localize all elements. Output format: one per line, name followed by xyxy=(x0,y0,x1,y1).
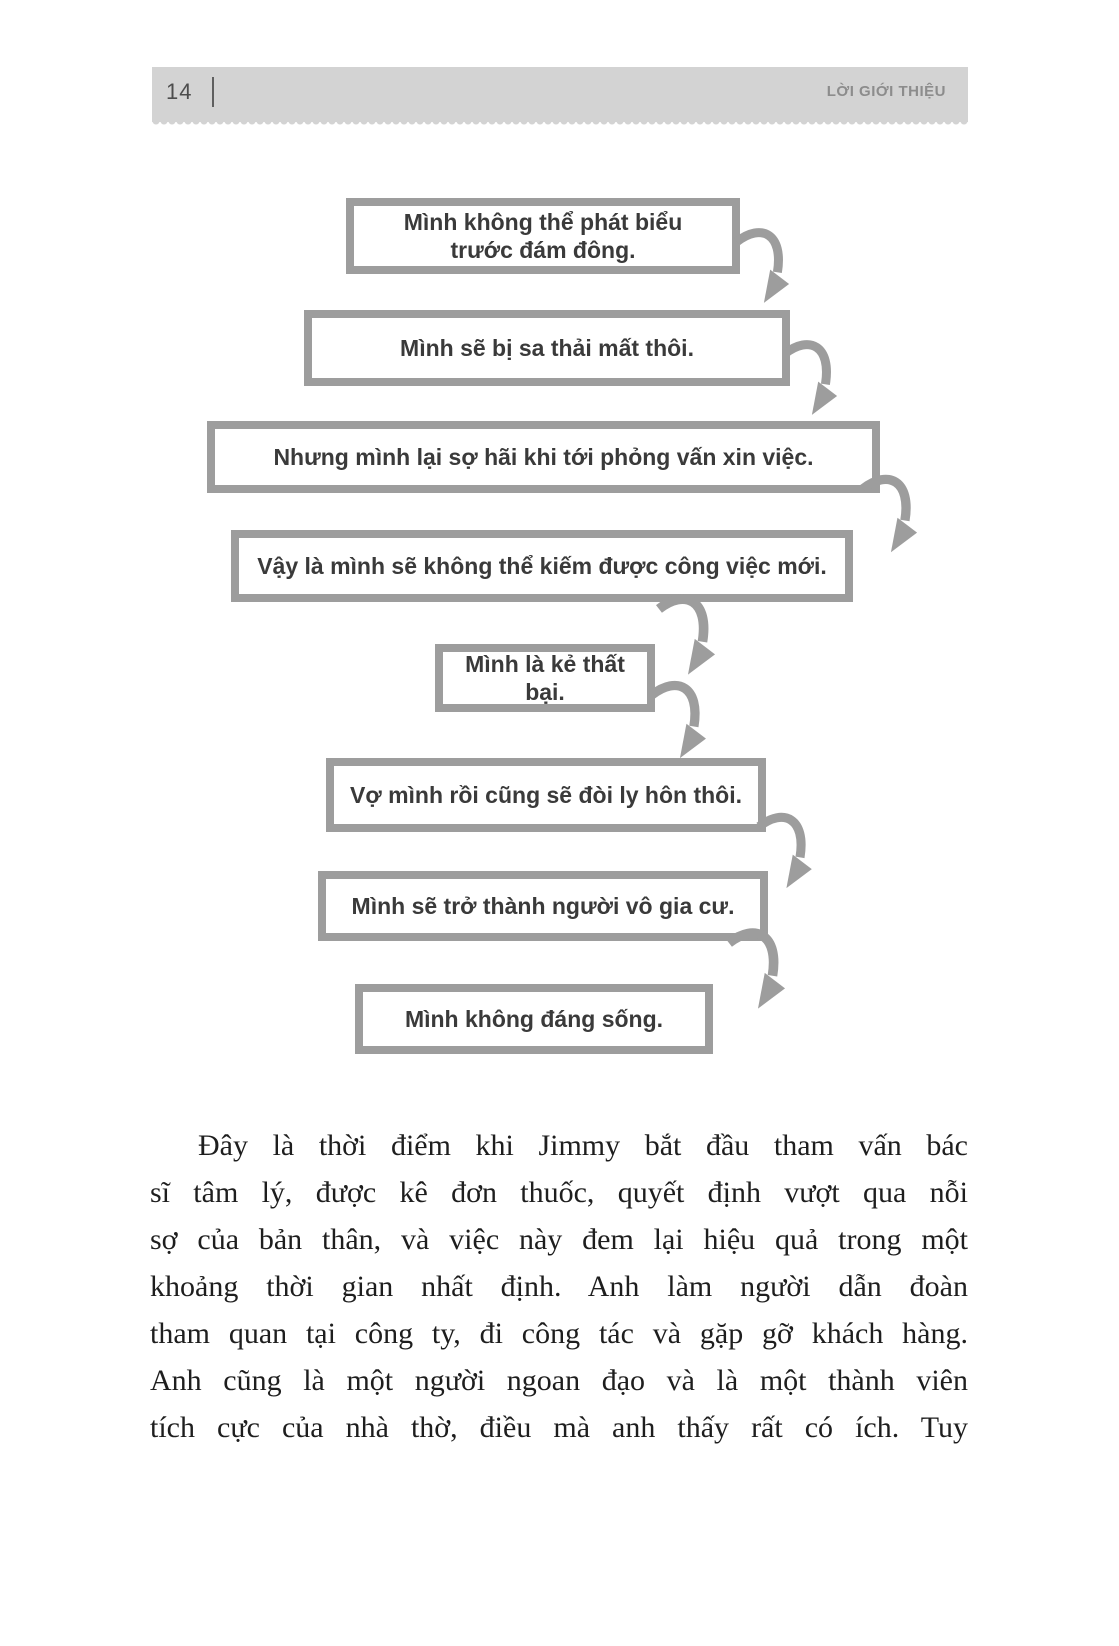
header-divider xyxy=(212,77,214,107)
curved-arrow-icon xyxy=(658,592,716,678)
paragraph-line: tích cực của nhà thờ, điều mà anh thấy rất có ích. Tuy xyxy=(150,1411,968,1444)
thought-box-2 xyxy=(304,310,790,386)
thought-box-3 xyxy=(207,421,880,493)
curved-arrow-icon xyxy=(862,472,918,556)
paragraph-line: tham quan tại công ty, đi công tác và gặp gỡ khách hàng. xyxy=(150,1317,968,1350)
curved-arrow-icon xyxy=(736,224,790,308)
thought-box-text: Mình sẽ trở thành người vô gia cư. xyxy=(351,893,735,919)
curved-arrow-icon xyxy=(728,926,786,1012)
thought-box-text: Mình không thể phát biểu trước đám đông. xyxy=(403,209,683,263)
thought-box-8 xyxy=(355,984,713,1054)
thought-box-text: Vậy là mình sẽ không thể kiếm được công việc mới. xyxy=(257,553,827,579)
thought-box-4 xyxy=(231,530,853,602)
thought-box-text: Mình là kẻ thất bại. xyxy=(465,651,625,705)
paragraph-line: sợ của bản thân, và việc này đem lại hiệu quả trong một xyxy=(150,1223,968,1256)
page-number-group xyxy=(166,77,214,107)
paragraph-line: khoảng thời gian nhất định. Anh làm người dẫn đoàn xyxy=(150,1270,968,1303)
curved-arrow-icon xyxy=(650,680,708,760)
thought-box-text: Vợ mình rồi cũng sẽ đòi ly hôn thôi. xyxy=(349,782,743,808)
curved-arrow-icon xyxy=(784,336,838,420)
thought-box-5 xyxy=(435,644,655,712)
curved-arrow-icon xyxy=(758,812,813,890)
thought-box-7 xyxy=(318,871,768,941)
thought-box-text: Mình không đáng sống. xyxy=(404,1006,664,1032)
body-paragraph xyxy=(150,1122,968,1451)
thought-box-text: Mình sẽ bị sa thải mất thôi. xyxy=(400,335,694,361)
thought-box-6 xyxy=(326,758,766,832)
paragraph-line: Đây là thời điểm khi Jimmy bắt đầu tham vấn bác xyxy=(198,1129,968,1162)
paragraph-line: sĩ tâm lý, được kê đơn thuốc, quyết định vượt qua nỗi xyxy=(150,1176,968,1209)
running-title: LỜI GIỚI THIỆU xyxy=(826,83,946,100)
thought-box-text: Nhưng mình lại sợ hãi khi tới phỏng vấn xin việc. xyxy=(273,444,814,470)
thought-box-1 xyxy=(346,198,740,274)
page-number: 14 xyxy=(166,78,193,104)
paragraph-line: Anh cũng là một người ngoan đạo và là một thành viên xyxy=(150,1364,968,1397)
page-header xyxy=(152,67,968,122)
